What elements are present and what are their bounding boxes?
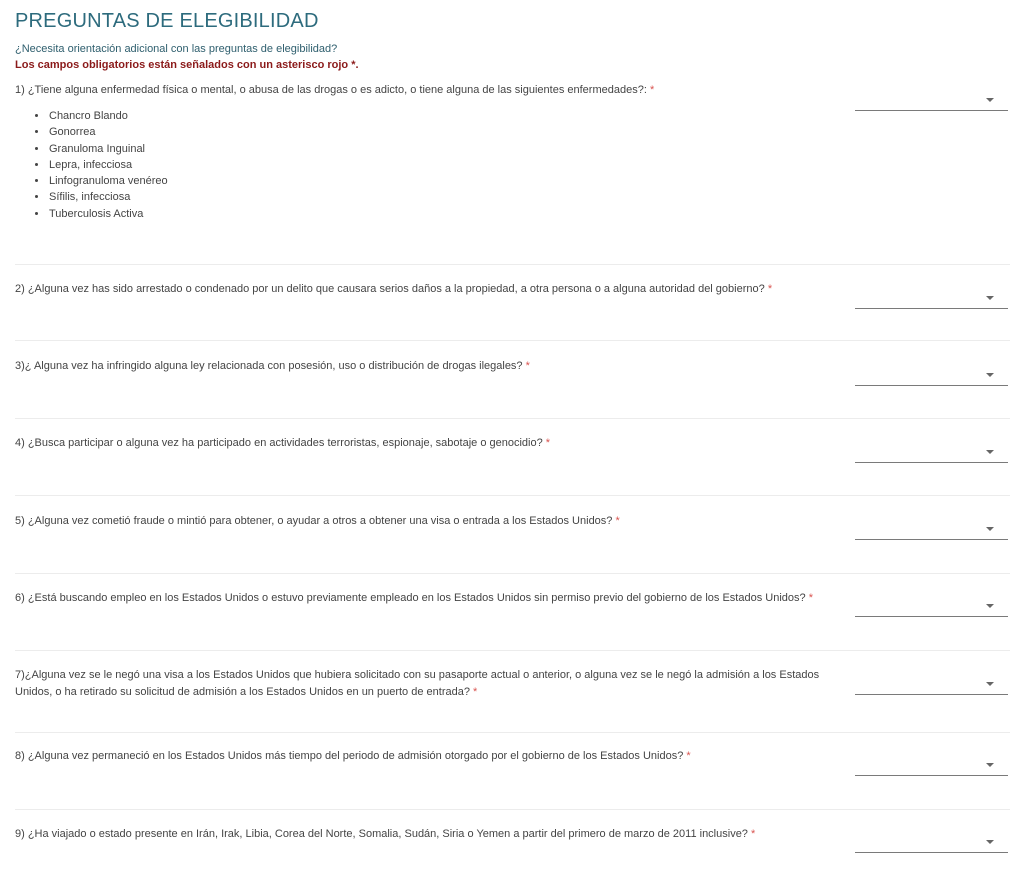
divider [15, 264, 1010, 265]
question-6-select[interactable] [855, 596, 1008, 617]
chevron-down-icon [986, 373, 994, 377]
question-1-select[interactable] [855, 90, 1008, 111]
question-4-select[interactable] [855, 442, 1008, 463]
question-5-select[interactable] [855, 519, 1008, 540]
divider [15, 573, 1010, 574]
question-5 [15, 513, 845, 530]
question-7 [15, 667, 845, 701]
chevron-down-icon [986, 98, 994, 102]
divider [15, 418, 1010, 419]
eligibility-help-link[interactable]: ¿Necesita orientación adicional con las preguntas de elegibilidad? [15, 43, 338, 55]
required-asterisk: * [615, 515, 620, 527]
disease-list [34, 108, 168, 222]
divider [15, 340, 1010, 341]
question-3-select[interactable] [855, 365, 1008, 386]
question-5-text: 5) ¿Alguna vez cometió fraude o mintió para obtener, o ayudar a otros a obtener una visa o entrada a los Estados Unidos? [15, 515, 613, 527]
question-9-select[interactable] [855, 832, 1008, 853]
required-asterisk: * [751, 828, 756, 840]
list-item: • Granuloma Inguinal [48, 141, 168, 157]
divider [15, 732, 1010, 733]
chevron-down-icon [986, 604, 994, 608]
list-item: • Tuberculosis Activa [48, 206, 168, 222]
question-1-text: 1) ¿Tiene alguna enfermedad física o mental, o abusa de las drogas o es adicto, o tiene alguna de las siguientes enfermedades?: [15, 84, 647, 96]
chevron-down-icon [986, 840, 994, 844]
question-4 [15, 435, 845, 452]
question-9 [15, 826, 845, 843]
list-item: • Chancro Blando [48, 108, 168, 124]
question-7-select[interactable] [855, 674, 1008, 695]
divider [15, 650, 1010, 651]
list-item: • Linfogranuloma venéreo [48, 173, 168, 189]
divider [15, 495, 1010, 496]
chevron-down-icon [986, 296, 994, 300]
required-asterisk: * [649, 84, 655, 96]
question-4-text: 4) ¿Busca participar o alguna vez ha participado en actividades terroristas, espionaje, sabotaje o genocidio? [15, 437, 543, 449]
question-9-text: 9) ¿Ha viajado o estado presente en Irán, Irak, Libia, Corea del Norte, Somalia, Sudán, Siria o Yemen a partir del primero de marzo de 2011 inclusive? [15, 828, 748, 840]
question-1 [15, 82, 845, 99]
required-asterisk: * [545, 437, 551, 449]
divider [15, 809, 1010, 810]
required-asterisk: * [525, 360, 530, 372]
required-asterisk: * [686, 750, 691, 762]
question-3 [15, 358, 845, 375]
question-2-select[interactable] [855, 288, 1008, 309]
question-8 [15, 748, 845, 765]
question-8-select[interactable] [855, 755, 1008, 776]
required-asterisk: * [473, 686, 478, 698]
question-6 [15, 590, 845, 607]
required-fields-note: Los campos obligatorios están señalados con un asterisco rojo *. [15, 59, 359, 71]
question-3-text: 3)¿ Alguna vez ha infringido alguna ley relacionada con posesión, uso o distribución de drogas ilegales? [15, 360, 523, 372]
page-title: PREGUNTAS DE ELEGIBILIDAD [15, 10, 319, 32]
question-2 [15, 281, 845, 298]
list-item: • Lepra, infecciosa [48, 157, 168, 173]
chevron-down-icon [986, 527, 994, 531]
question-7-text: 7)¿Alguna vez se le negó una visa a los Estados Unidos que hubiera solicitado con su pasaporte actual o anterior, o alguna vez se le negó la admisión a los Estados Unidos, o ha retirado su solicitud de admisión a los Estados Unidos en un puerto de entrada? [15, 669, 820, 698]
list-item: • Sífilis, infecciosa [48, 189, 168, 205]
chevron-down-icon [986, 450, 994, 454]
required-asterisk: * [808, 592, 813, 604]
question-6-text: 6) ¿Está buscando empleo en los Estados Unidos o estuvo previamente empleado en los Estados Unidos sin permiso previo del gobierno de los Estados Unidos? [15, 592, 806, 604]
question-8-text: 8) ¿Alguna vez permaneció en los Estados Unidos más tiempo del periodo de admisión otorgado por el gobierno de los Estados Unidos? [15, 750, 684, 762]
chevron-down-icon [986, 682, 994, 686]
list-item: • Gonorrea [48, 124, 168, 140]
chevron-down-icon [986, 763, 994, 767]
required-asterisk: * [767, 283, 773, 295]
question-2-text: 2) ¿Alguna vez has sido arrestado o condenado por un delito que causara serios daños a la propiedad, a otra persona o a alguna autoridad del gobierno? [15, 283, 765, 295]
